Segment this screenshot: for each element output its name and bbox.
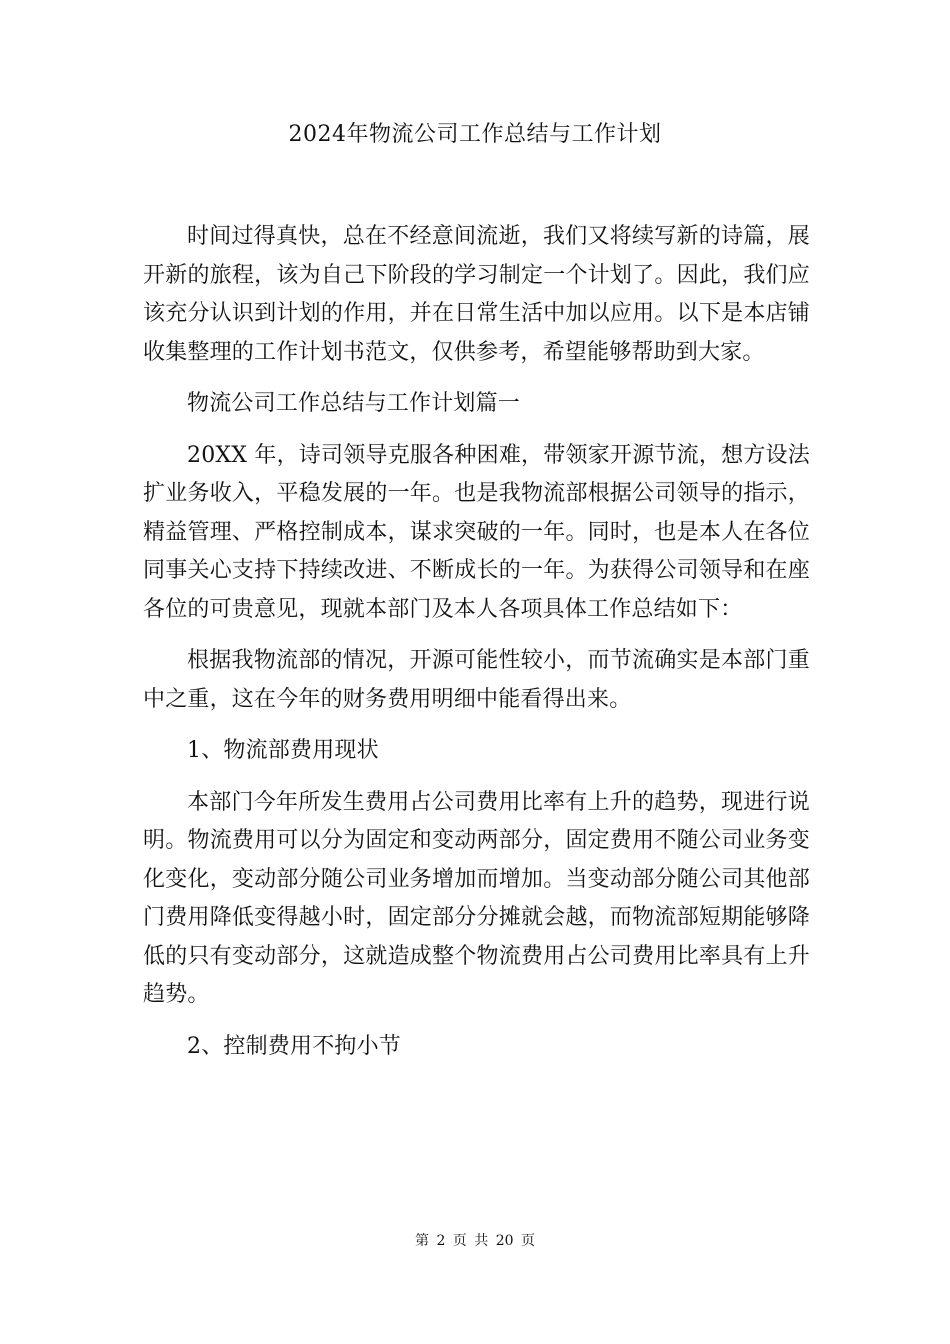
page-number-footer: 第 2 页 共 20 页 [415, 1233, 535, 1249]
paragraph-cost-status: 本部门今年所发生费用占公司费用比率有上升的趋势，现进行说明。物流费用可以分为固定和变动两部分，固定费用不随公司业务变化变化，变动部分随公司业务增加而增加。当变动部分随公司其他部门费用降低变得越小时，固定部分分摊就会越，而物流部短期能够降低的只有变动部分，这就造成整个物流费用占公司费用比率具有上升趋势。 [143, 789, 810, 1007]
subheading-cost-status: 1、物流部费用现状 [187, 738, 379, 763]
document-body [143, 218, 810, 1066]
subheading-cost-control: 2、控制费用不拘小节 [187, 1033, 401, 1059]
paragraph-cost: 根据我物流部的情况，开源可能性较小，而节流确实是本部门重中之重，这在今年的财务费用明细中能看得出来。 [143, 648, 810, 712]
paragraph-intro: 时间过得真快，总在不经意间流逝，我们又将续写新的诗篇，展开新的旅程，该为自己下阶段的学习制定一个计划了。因此，我们应该充分认识到计划的作用，并在日常生活中加以应用。以下是本店铺收集整理的工作计划书范文，仅供参考，希望能够帮助到大家。 [143, 224, 810, 365]
section-heading: 物流公司工作总结与工作计划篇一 [187, 391, 521, 416]
paragraph-summary: 20XX 年，诗司领导克服各种困难，带领家开源节流，想方设法扩业务收入，平稳发展的一年。也是我物流部根据公司领导的指示，精益管理、严格控制成本，谋求突破的一年。同时，也是本人在各位同事关心支持下持续改进、不断成长的一年。为获得公司领导和在座各位的可贵意见，现就本部门及本人各项具体工作总结如下： [143, 442, 810, 622]
document-title: 2024年物流公司工作总结与工作计划 [288, 122, 662, 147]
